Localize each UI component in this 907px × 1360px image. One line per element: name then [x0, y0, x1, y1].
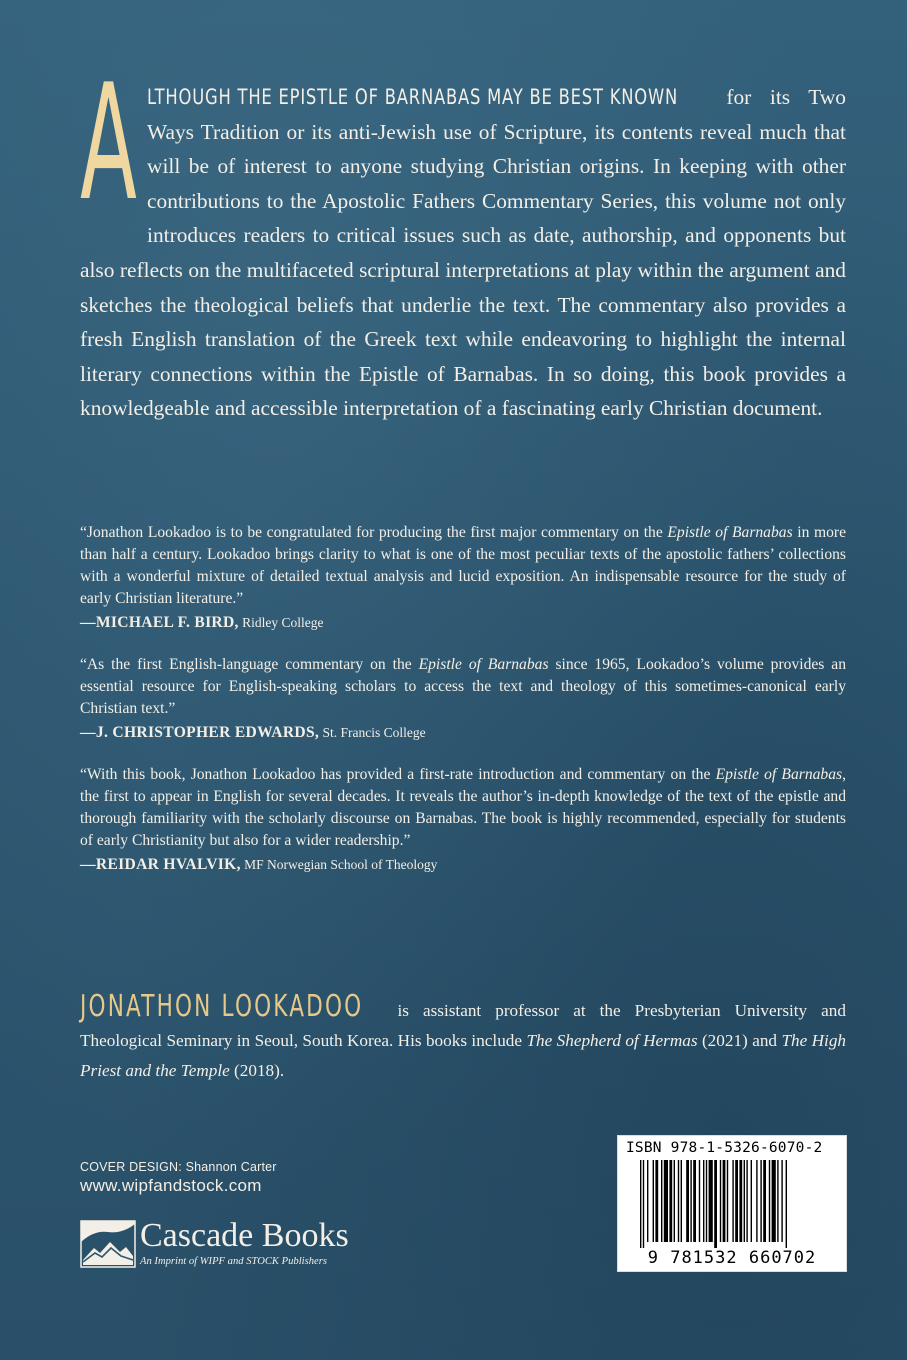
endorsement-text: “Jonathon Lookadoo is to be congratulated for producing the first major commentary on the Epistle of Barnabas in more than half a century. Lookadoo brings clarity to what is one of the most peculiar texts of the apostolic fathers’ collections with a wonderful mixture of detailed textual analysis and lucid exposition. An indispensable resource for the study of early Christian literature.”: [80, 524, 847, 607]
isbn-text: ISBN 978-1-5326-6070-2: [626, 1140, 823, 1156]
book-title: The Shepherd of Hermas: [526, 1031, 698, 1050]
blurb-lead-in: LTHOUGH THE EPISTLE OF BARNABAS MAY BE BEST KNOWN: [147, 85, 678, 109]
publisher-logo: [80, 1218, 400, 1278]
book-blurb: [80, 49, 846, 426]
barcode-digits: 9 781532 660702: [647, 1248, 817, 1268]
endorsement-attribution: —REIDAR HVALVIK, MF Norwegian School of Theology: [80, 856, 438, 873]
publisher-name: Cascade Books: [140, 1217, 349, 1254]
endorsement-text: “With this book, Jonathon Lookadoo has provided a first-rate introduction and commentary on the Epistle of Barnabas, the first to appear in English for several decades. It reveals the author’s in-depth knowledge of the text of the epistle and thorough familiarity with the scholarly discourse on Barnabas. The book is highly recommended, especially for students of early Christianity but also for a wider readership.”: [80, 766, 846, 849]
endorsements: [80, 522, 846, 896]
isbn-barcode: [617, 1135, 847, 1272]
mountain-logo-icon: [80, 1220, 136, 1268]
cover-design-credit: COVER DESIGN: Shannon Carter: [80, 1160, 277, 1174]
drop-cap: A: [80, 49, 137, 236]
publisher-website[interactable]: www.wipfandstock.com: [80, 1176, 262, 1195]
endorsement-text: “As the first English-language commentary on the Epistle of Barnabas since 1965, Lookadoo’s volume provides an essential resource for English-speaking scholars to access the text and theology of this sometimes-canonical early Christian text.”: [80, 656, 847, 717]
barcode-bars-icon: [626, 1160, 838, 1248]
endorsement-edwards: [80, 654, 846, 744]
blurb-text: for its Two Ways Tradition or its anti-Jewish use of Scripture, its contents reveal much that will be of interest to anyone studying Christian origins. In keeping with other contributions to the Apostolic Fathers Commentary Series, this volume not only introduces readers to critical issues such as date, authorship, and opponents but also reflects on the multifaceted scriptural interpretations at play within the argument and sketches the theological beliefs that underlie the text. The commentary also provides a fresh English translation of the Greek text while endeavoring to highlight the internal literary connections within the Epistle of Barnabas. In so doing, this book provides a knowledgeable and accessible interpretation of a fascinating early Christian document.: [80, 85, 846, 421]
endorsement-hvalvik: [80, 764, 846, 876]
endorsement-attribution: —MICHAEL F. BIRD, Ridley College: [80, 614, 324, 631]
publisher-imprint: An Imprint of WIPF and STOCK Publishers: [140, 1256, 327, 1267]
author-name: JONATHON LOOKADOO: [80, 989, 364, 1024]
endorsement-bird: [80, 522, 846, 634]
book-title: The High Priest and the Temple: [80, 1031, 847, 1080]
author-bio: JONATHON LOOKADOO is assistant professor at the Presbyterian University and Theological Seminary in Seoul, South Korea. His books include The Shepherd of Hermas (2021) and The High Priest and the Temple (2018).: [80, 989, 847, 1080]
endorsement-attribution: —J. CHRISTOPHER EDWARDS, St. Francis College: [80, 724, 426, 741]
credits: [80, 1160, 277, 1196]
